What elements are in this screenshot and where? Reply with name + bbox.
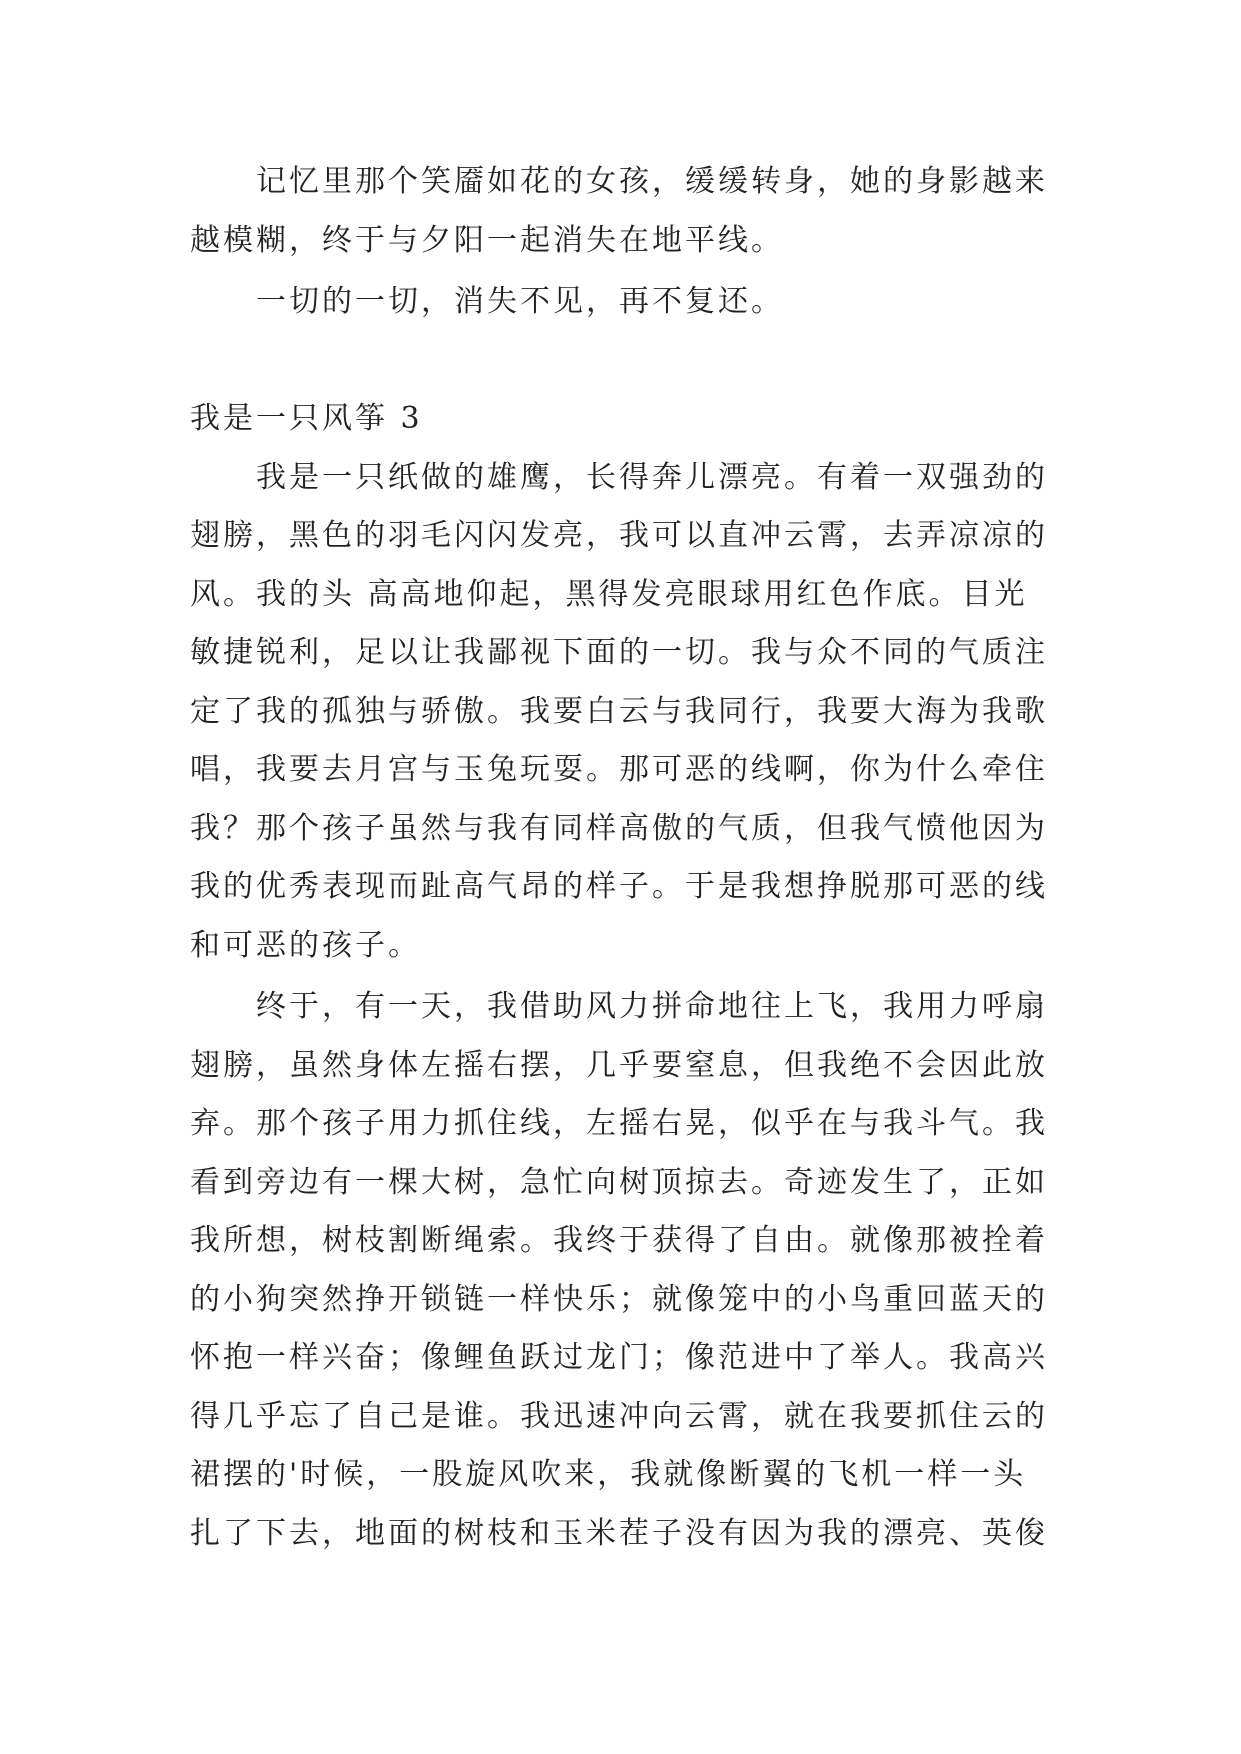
text-line: 敏捷锐利，足以让我鄙视下面的一切。我与众不同的气质注 bbox=[190, 635, 1048, 670]
text-line: 和可恶的孩子。 bbox=[190, 927, 421, 963]
text-line: 裙摆的'时候，一股旋风吹来，我就像断翼的飞机一样一头 bbox=[190, 1457, 1027, 1492]
document-body bbox=[190, 153, 1060, 1563]
text-line: 定了我的孤独与骄傲。我要白云与我同行，我要大海为我歌 bbox=[190, 693, 1048, 729]
section-heading: 我是一只风筝 3 bbox=[190, 401, 423, 436]
text-line: 我？那个孩子虽然与我有同样高傲的气质，但我气愤他因为 bbox=[190, 810, 1048, 846]
text-line: 唱，我要去月宫与玉兔玩耍。那可恶的线啊，你为什么牵住 bbox=[190, 752, 1048, 787]
text-line: 翅膀，虽然身体左摇右摆，几乎要窒息，但我绝不会因此放 bbox=[190, 1047, 1048, 1083]
paragraph bbox=[190, 273, 1060, 332]
text-line: 我是一只纸做的雄鹰，长得奔儿漂亮。有着一双强劲的 bbox=[256, 459, 1048, 495]
text-line: 怀抱一样兴奋；像鲤鱼跃过龙门；像范进中了举人。我高兴 bbox=[190, 1340, 1048, 1375]
paragraph bbox=[190, 153, 1060, 270]
text-line: 记忆里那个笑靥如花的女孩，缓缓转身，她的身影越来 bbox=[256, 164, 1048, 199]
paragraph bbox=[190, 978, 1060, 1563]
text-line: 风。我的头 高高地仰起，黑得发亮眼球用红色作底。目光 bbox=[190, 576, 1028, 612]
paragraph bbox=[190, 449, 1060, 976]
text-line: 弃。那个孩子用力抓住线，左摇右晃，似乎在与我斗气。我 bbox=[190, 1106, 1048, 1141]
text-line: 翅膀，黑色的羽毛闪闪发亮，我可以直冲云霄，去弄凉凉的 bbox=[190, 518, 1048, 553]
text-line: 我所想，树枝割断绳索。我终于获得了自由。就像那被拴着 bbox=[190, 1223, 1048, 1258]
text-line: 终于，有一天，我借助风力拼命地往上飞，我用力呼扇 bbox=[256, 989, 1048, 1024]
text-line: 越模糊，终于与夕阳一起消失在地平线。 bbox=[190, 222, 784, 258]
text-line: 得几乎忘了自己是谁。我迅速冲向云霄，就在我要抓住云的 bbox=[190, 1398, 1048, 1434]
text-line: 看到旁边有一棵大树，急忙向树顶掠去。奇迹发生了，正如 bbox=[190, 1164, 1048, 1200]
text-line: 的小狗突然挣开锁链一样快乐；就像笼中的小鸟重回蓝天的 bbox=[190, 1281, 1048, 1317]
text-line: 我的优秀表现而趾高气昂的样子。于是我想挣脱那可恶的线 bbox=[190, 869, 1048, 904]
text-line: 扎了下去，地面的树枝和玉米茬子没有因为我的漂亮、英俊 bbox=[190, 1515, 1048, 1551]
text-line: 一切的一切，消失不见，再不复还。 bbox=[256, 284, 784, 319]
